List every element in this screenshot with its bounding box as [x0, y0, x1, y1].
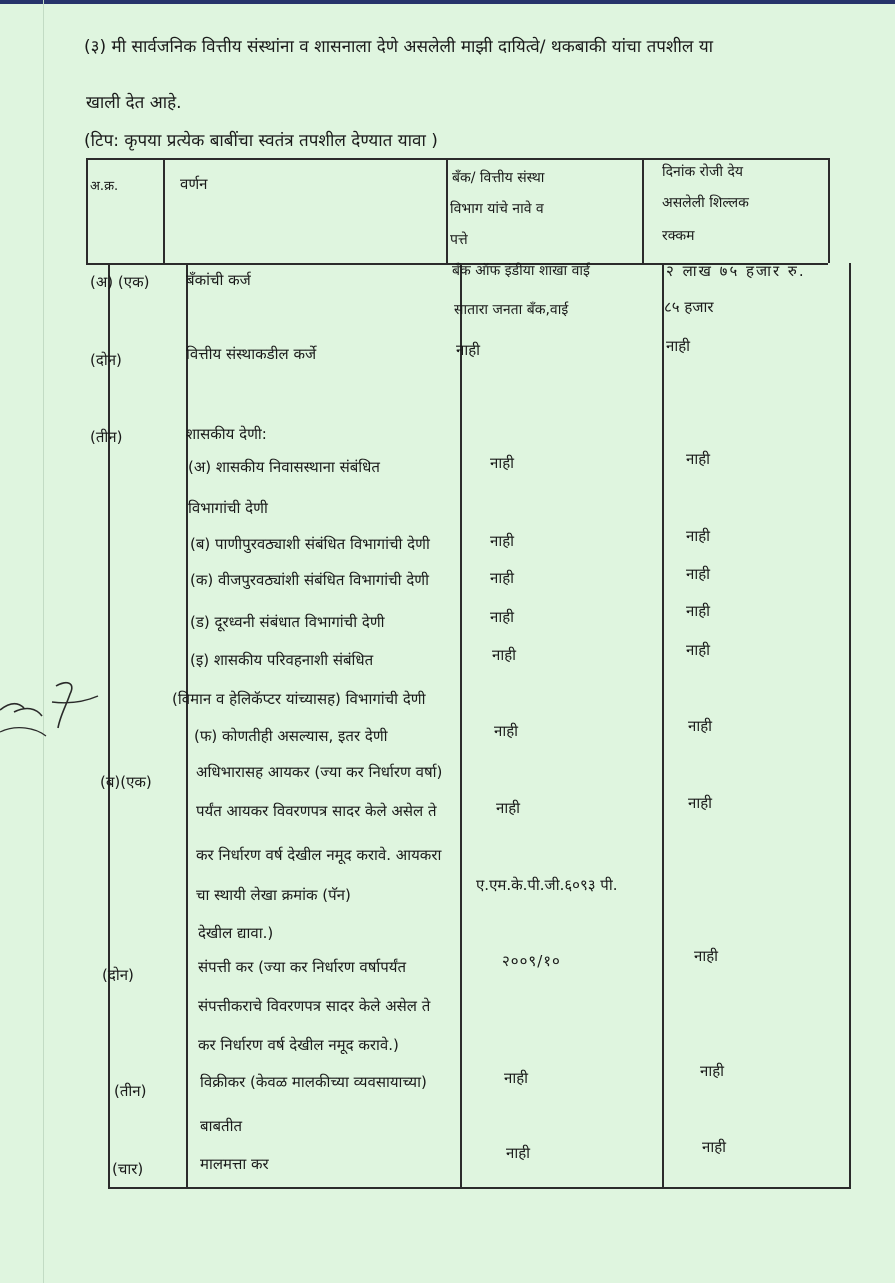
header-amount-line-2: असलेली शिल्लक	[662, 195, 749, 211]
row-serial: (ब)(एक)	[100, 773, 152, 791]
row-amount: ८५ हजार	[664, 298, 714, 316]
row-description: विक्रीकर (केवळ मालकीच्या व्यवसायाच्या)	[200, 1073, 427, 1091]
row-serial: (तीन)	[90, 428, 123, 446]
row-description: पर्यंत आयकर विवरणपत्र सादर केले असेल ते	[196, 802, 437, 820]
header-amount-line-1: दिनांक रोजी देय	[662, 164, 744, 180]
header-bank-line-1: बँक/ वित्तीय संस्था	[452, 170, 545, 186]
row-description: (इ) शासकीय परिवहनाशी संबंधित	[190, 651, 374, 669]
row-amount: नाही	[688, 717, 713, 735]
row-amount: नाही	[694, 947, 719, 965]
intro-line-2: खाली देत आहे.	[86, 93, 182, 113]
pan-number: ए.एम.के.पी.जी.६०९३ पी.	[476, 876, 618, 894]
row-amount: नाही	[686, 565, 711, 583]
row-description: (फ) कोणतीही असल्यास, इतर देणी	[194, 727, 388, 745]
header-amount-line-3: रक्कम	[662, 228, 695, 244]
row-bank-name: नाही	[456, 341, 481, 359]
row-bank-name: नाही	[506, 1144, 531, 1162]
row-amount: नाही	[686, 527, 711, 545]
row-description: चा स्थायी लेखा क्रमांक (पॅन)	[196, 886, 351, 904]
intro-line-1: (३) मी सार्वजनिक वित्तीय संस्थांना व शासनाला देणे असलेली माझी दायित्वे/ थकबाकी यांचा तपशील या	[84, 37, 714, 57]
row-description: मालमत्ता कर	[200, 1155, 269, 1173]
row-description: बाबतीत	[200, 1117, 243, 1135]
scan-top-edge	[0, 0, 895, 4]
row-bank-name: २००९/१०	[502, 952, 561, 970]
row-serial: (दोन)	[90, 351, 122, 369]
header-serial-number: अ.क्र.	[90, 179, 119, 194]
row-bank-name: नाही	[496, 799, 521, 817]
row-bank-name: सातारा जनता बँक,वाई	[454, 302, 569, 318]
row-description: (क) वीजपुरवठ्यांशी संबंधित विभागांची देणी	[190, 571, 430, 589]
row-description: (ड) दूरध्वनी संबंधात विभागांची देणी	[190, 613, 385, 631]
row-description: अधिभारासह आयकर (ज्या कर निर्धारण वर्षा)	[196, 763, 443, 781]
header-bank-line-3: पत्ते	[450, 232, 468, 248]
row-description: संपत्ती कर (ज्या कर निर्धारण वर्षापर्यंत	[198, 958, 407, 976]
row-description: बँकांची कर्ज	[186, 271, 251, 289]
row-description: विभागांची देणी	[188, 499, 268, 517]
row-serial: (अ) (एक)	[90, 273, 150, 291]
row-amount: नाही	[686, 450, 711, 468]
row-serial: (तीन)	[114, 1082, 147, 1100]
row-amount: नाही	[686, 641, 711, 659]
row-serial: (चार)	[112, 1160, 144, 1178]
page-fold-line	[43, 0, 44, 1283]
row-bank-name: नाही	[504, 1069, 529, 1087]
row-bank-name: नाही	[490, 454, 515, 472]
instruction-note: (टिप: कृपया प्रत्येक बाबींचा स्वतंत्र तपशील देण्यात यावा )	[84, 131, 438, 151]
row-serial: (दोन)	[102, 966, 134, 984]
row-amount: नाही	[666, 337, 691, 355]
row-bank-name: नाही	[492, 646, 517, 664]
row-description: कर निर्धारण वर्ष देखील नमूद करावे. आयकरा	[196, 846, 442, 864]
row-bank-name: नाही	[490, 532, 515, 550]
row-amount: नाही	[686, 602, 711, 620]
row-description: देखील द्यावा.)	[198, 924, 274, 942]
row-bank-name: नाही	[494, 722, 519, 740]
header-description: वर्णन	[180, 175, 208, 193]
row-description: (अ) शासकीय निवासस्थाना संबंधित	[188, 458, 380, 476]
row-description: वित्तीय संस्थाकडील कर्जे	[186, 345, 317, 363]
row-bank-name: बँक ऑफ इंडीया शाखा वाई	[452, 263, 590, 279]
header-bank-line-2: विभाग यांचे नावे व	[450, 201, 544, 217]
row-amount: २ लाख ७५ हजार रु.	[666, 262, 806, 280]
row-bank-name: नाही	[490, 608, 515, 626]
row-amount: नाही	[700, 1062, 725, 1080]
row-description: शासकीय देणी:	[186, 425, 267, 443]
row-description: कर निर्धारण वर्ष देखील नमूद करावे.)	[198, 1036, 399, 1054]
row-bank-name: नाही	[490, 569, 515, 587]
row-description: संपत्तीकराचे विवरणपत्र सादर केले असेल ते	[198, 997, 431, 1015]
row-description: (ब) पाणीपुरवठ्याशी संबंधित विभागांची देणी	[190, 535, 430, 553]
row-description: (विमान व हेलिकॅप्टर यांच्यासह) विभागांची देणी	[172, 690, 426, 708]
margin-ink-scribble	[0, 672, 106, 742]
row-amount: नाही	[688, 794, 713, 812]
row-amount: नाही	[702, 1138, 727, 1156]
